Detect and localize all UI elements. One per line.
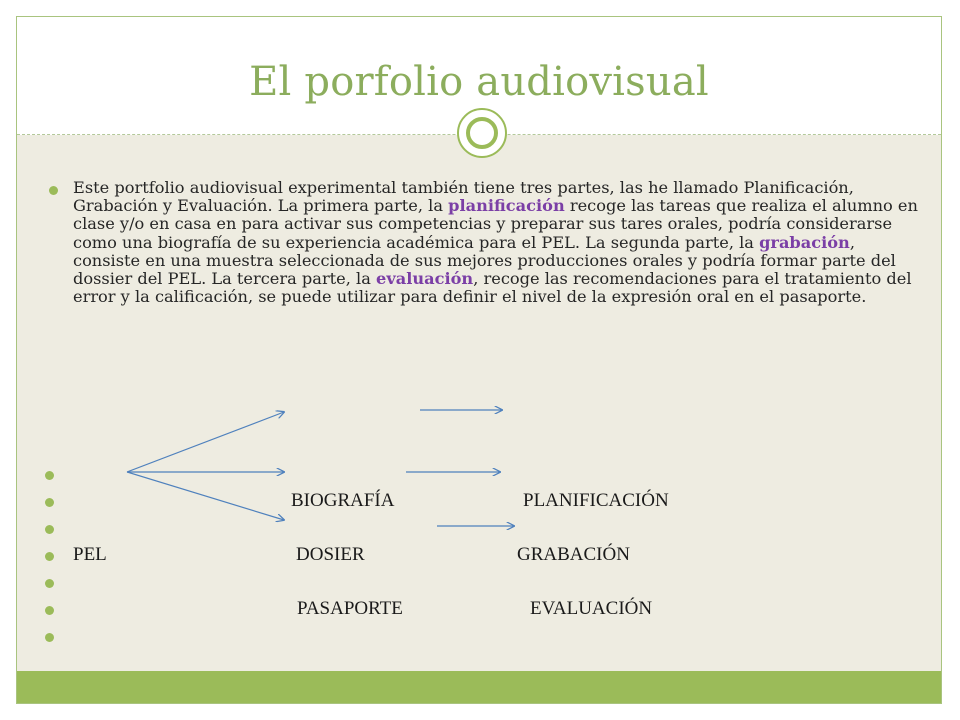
highlight-grabacion: grabación bbox=[759, 232, 850, 252]
diagram-node-planificacion: PLANIFICACIÓN bbox=[523, 490, 669, 511]
diagram-node-biografia: BIOGRAFÍA bbox=[291, 490, 395, 511]
diagram-node-pel: PEL bbox=[73, 544, 107, 565]
diagram-node-evaluacion: EVALUACIÓN bbox=[530, 598, 653, 619]
paragraph-text: , consiste en una muestra seleccionada de sus mejores producciones orales y podría formar parte del dossier del PEL. La tercera parte, la bbox=[73, 232, 896, 289]
arrow-pel-biografia bbox=[127, 412, 284, 472]
paragraph-text: Este portfolio audiovisual experimental también tiene tres partes, las he llamado Planificación, Grabación y Evaluación. La primera parte, la bbox=[73, 178, 854, 216]
highlight-planificacion: planificación bbox=[448, 196, 565, 216]
diagram-node-grabacion: GRABACIÓN bbox=[517, 544, 630, 565]
diagram-node-pasaporte: PASAPORTE bbox=[297, 598, 403, 619]
paragraph-text: , recoge las recomendaciones para el tratamiento del error y la calificación, se puede utilizar para definir el nivel de la expresión oral en el pasaporte. bbox=[73, 269, 912, 307]
highlight-evaluacion: evaluación bbox=[376, 269, 474, 289]
arrow-pel-pasaporte bbox=[127, 472, 284, 520]
diagram-node-dosier: DOSIER bbox=[296, 544, 365, 565]
paragraph-text: recoge las tareas que realiza el alumno en clase y/o en casa en para activar sus competencias y preparar sus tares orales, podría considerarse como una biografía de su experiencia académica para el PEL. La segunda parte, la bbox=[73, 196, 918, 252]
slide-title: El porfolio audiovisual bbox=[249, 59, 709, 105]
